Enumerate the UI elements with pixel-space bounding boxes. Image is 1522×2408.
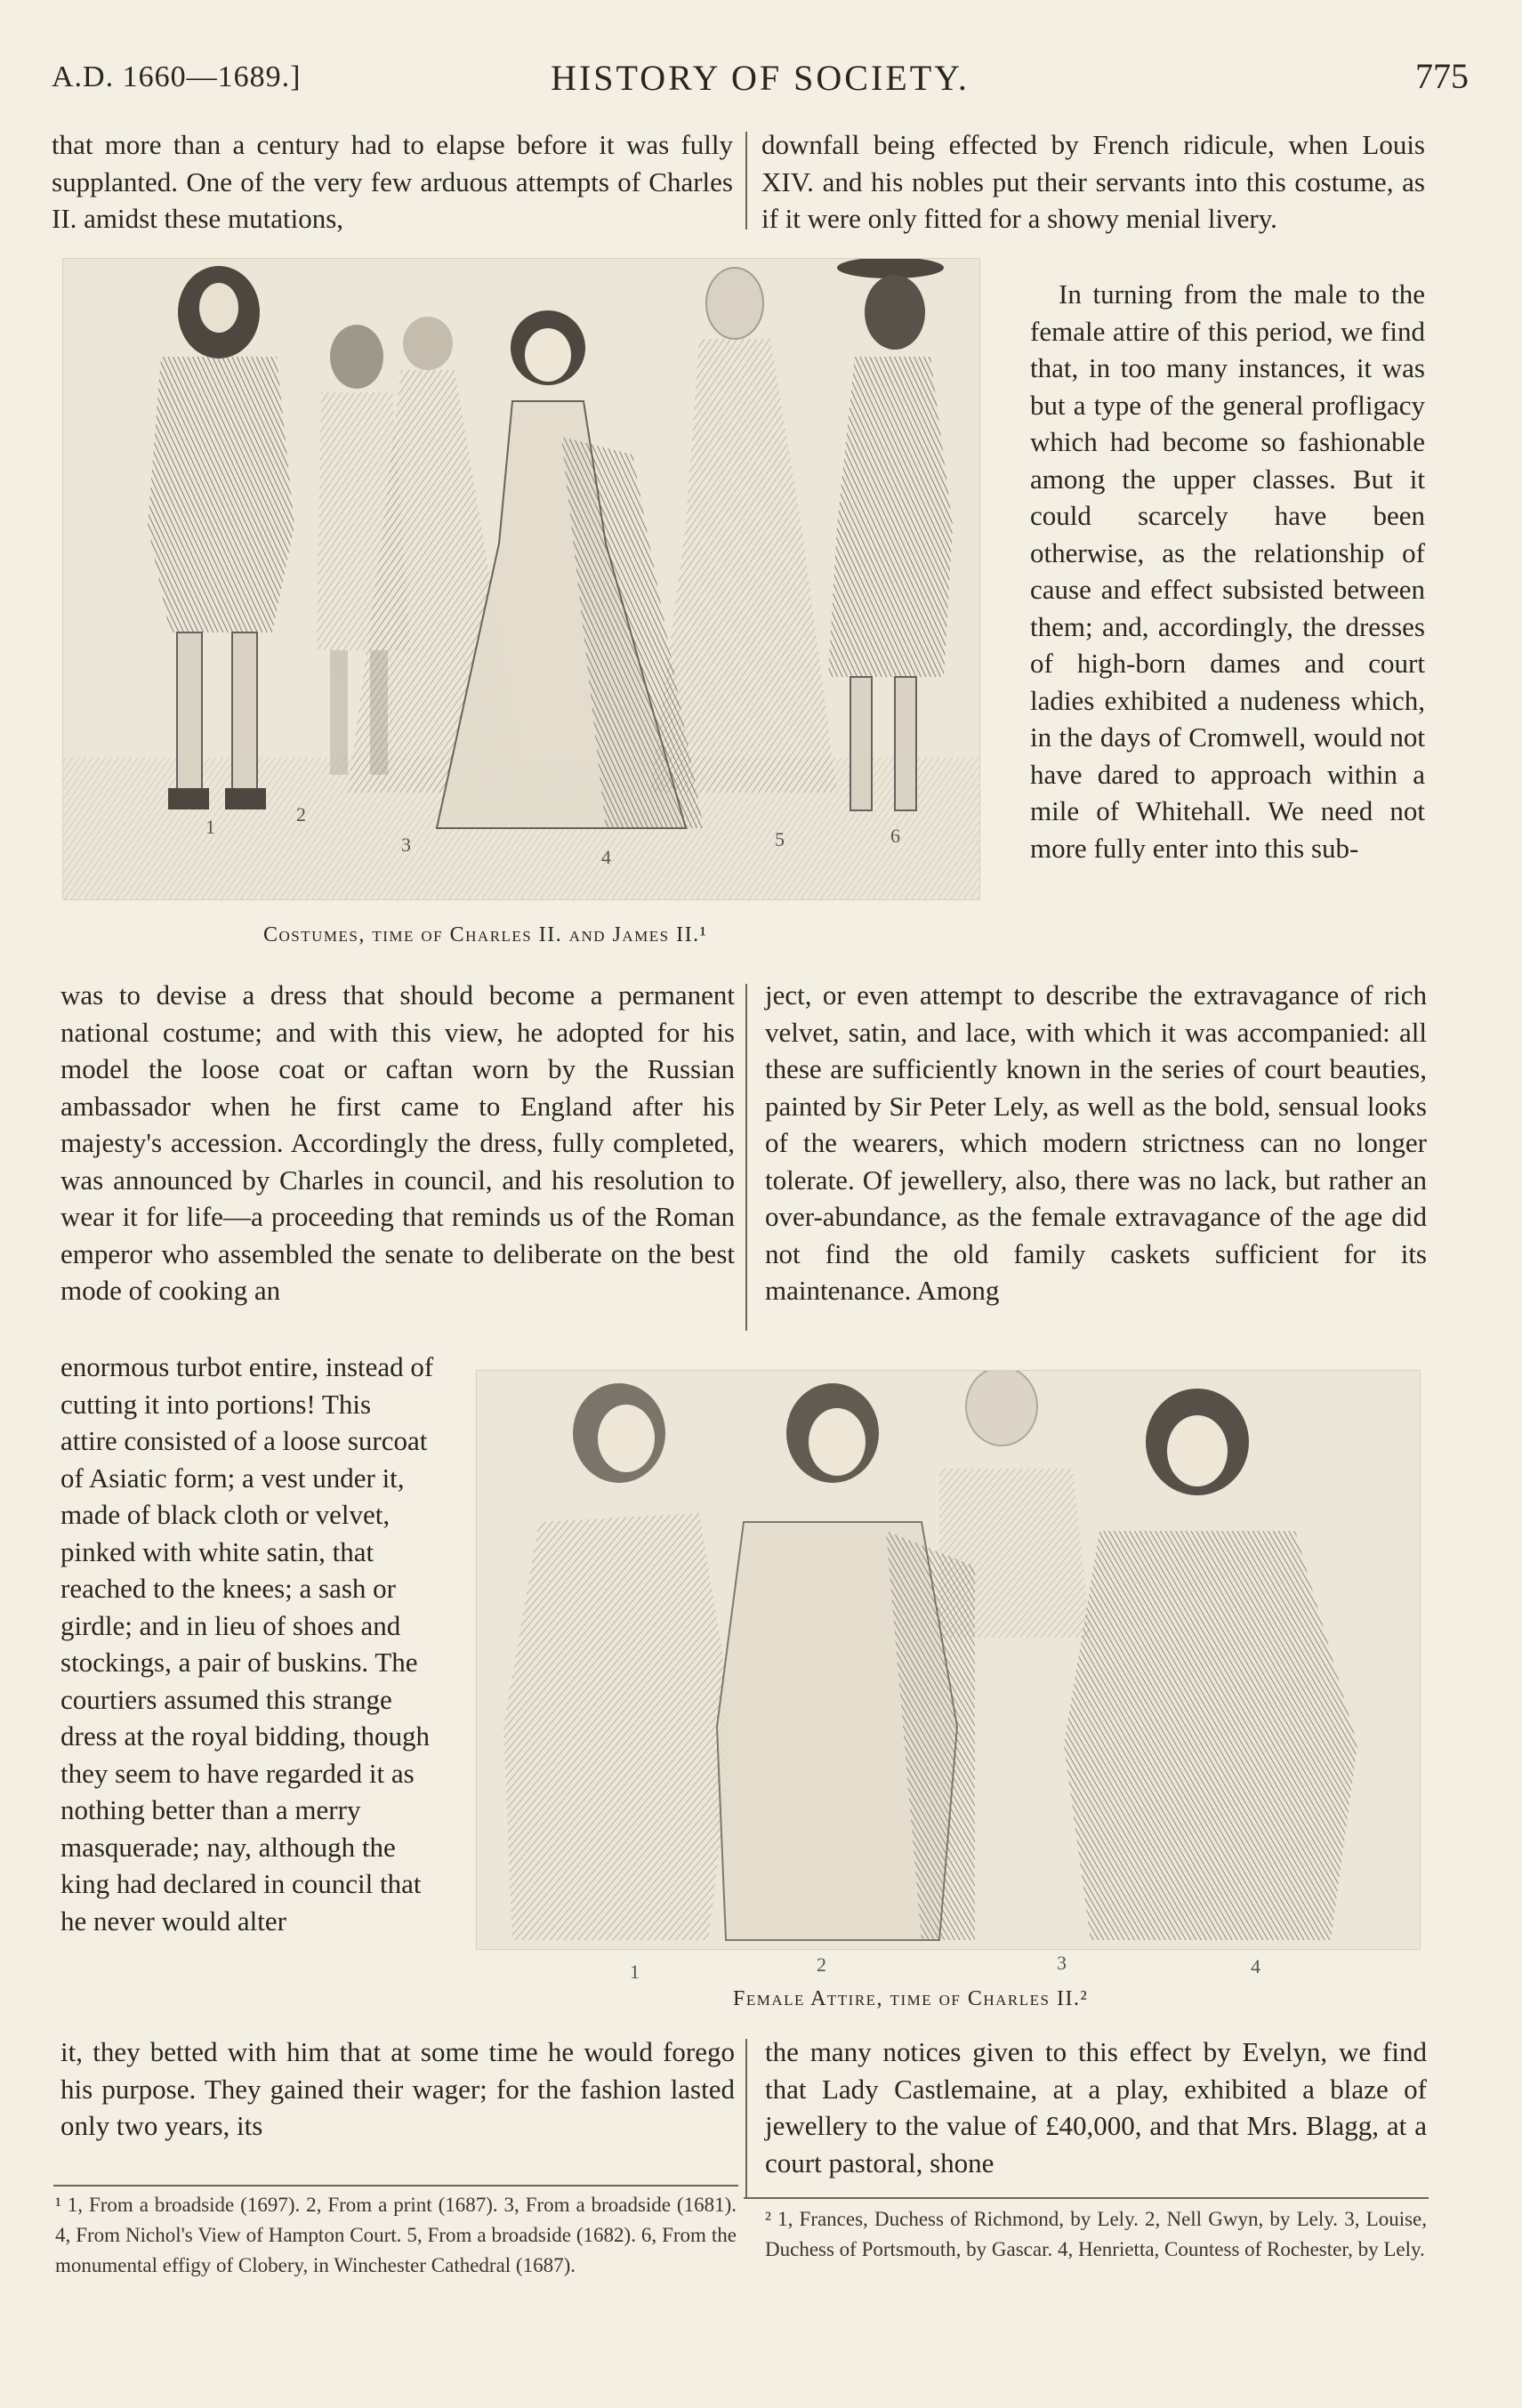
header-title: HISTORY OF SOCIETY.: [551, 58, 970, 98]
text-bottom-right: [765, 2034, 1427, 2181]
footnote-rule: [744, 2197, 1429, 2199]
figure-costumes-illustration: [62, 258, 980, 900]
footnote-text: ² 1, Frances, Duchess of Richmond, by Lely. 2, Nell Gwyn, by Lely. 3, Louise, Duchess of Portsmouth, by Gascar. 4, Henrietta, Countess of Rochester, by Lely.: [765, 2208, 1427, 2260]
paragraph: In turning from the male to the female attire of this period, we find that, in too many instances, it was but a type of the general profligacy which had become so fashionable among the upper classes. But it could scarcely have been otherwise, as the relationship of cause and effect subsisted between them; and, accordingly, the dresses of high-born dames and court ladies exhibited a nudeness which, in the days of Cromwell, would not have dared to approach within a mile of Whitehall. We need not more fully enter into this sub-: [1030, 278, 1425, 864]
figure-1-cavalier: [148, 266, 294, 809]
column-rule: [745, 984, 747, 1331]
figure-caption-female-attire: [733, 1987, 1088, 2011]
column-rule: [745, 2039, 747, 2199]
figure-number: 5: [775, 828, 785, 850]
portrait-1: [503, 1383, 735, 1940]
running-head: [52, 53, 1469, 107]
portrait-2: [717, 1383, 975, 1940]
portrait-3: [939, 1371, 1091, 1638]
figure-number: 4: [601, 846, 611, 868]
footnote-right: [765, 2204, 1427, 2265]
figure-5-lady: [650, 268, 837, 793]
page-number: 775: [1415, 56, 1469, 96]
figure-number: 3: [1057, 1952, 1067, 1974]
figure-number: 4: [1251, 1955, 1260, 1977]
figure-number: 6: [890, 825, 900, 847]
text-top-left: [52, 126, 733, 238]
figure-number: 3: [401, 834, 411, 856]
caption-text: Costumes, time of Charles II. and James II.¹: [263, 923, 708, 946]
text-narrow-left: [60, 1349, 434, 1939]
figure-6-gentleman: [828, 259, 953, 810]
paragraph: that more than a century had to elapse before it was fully supplanted. One of the very few arduous attempts of Charles II. amidst these mutations,: [52, 129, 733, 234]
figure-female-attire-illustration: [476, 1370, 1421, 1950]
text-mid-right: [765, 977, 1427, 1309]
text-side-right: [1030, 276, 1425, 866]
text-bottom-left: [60, 2034, 735, 2145]
figure-number: 1: [205, 816, 215, 838]
footnote-left: [55, 2190, 737, 2281]
costumes-engraving: [63, 259, 979, 899]
figure-number: 2: [817, 1953, 826, 1976]
column-rule: [745, 132, 747, 230]
figure-number: 1: [630, 1961, 640, 1983]
caption-text: Female Attire, time of Charles II.²: [733, 1987, 1089, 2010]
paragraph: downfall being effected by French ridicule, when Louis XIV. and his nobles put their servants into this costume, as if it were only fitted for a showy menial livery.: [761, 129, 1425, 234]
paragraph: it, they betted with him that at some time he would forego his purpose. They gained their wager; for the fashion lasted only two years, its: [60, 2036, 735, 2141]
footnote-text: ¹ 1, From a broadside (1697). 2, From a print (1687). 3, From a broadside (1681). 4, From Nichol's View of Hampton Court. 5, From a broadside (1682). 6, From the monumental effigy of Clobery, in Winchester Cathedral (1687).: [55, 2194, 737, 2276]
paragraph: the many notices given to this effect by Evelyn, we find that Lady Castlemaine, at a play, exhibited a blaze of jewellery to the value of £40,000, and that Mrs. Blagg, at a court pastoral, shone: [765, 2036, 1427, 2178]
portrait-4: [1064, 1389, 1357, 1940]
text-top-right: [761, 126, 1425, 238]
paragraph: enormous turbot entire, instead of cutting it into portions! This attire consisted of a loose surcoat of Asiatic form; a vest under it, made of black cloth or velvet, pinked with white satin, that reached to the knees; a sash or girdle; and in lieu of shoes and stockings, a pair of buskins. The courtiers assumed this strange dress at the royal bidding, though they seem to have regarded it as nothing better than a merry masquerade; nay, although the king had declared in council that he never would alter: [60, 1351, 434, 1937]
footnote-rule: [53, 2185, 738, 2187]
text-mid-left: [60, 977, 735, 1309]
female-attire-engraving: [477, 1371, 1420, 1949]
header-date-range: A.D. 1660—1689.]: [52, 60, 302, 93]
paragraph: ject, or even attempt to describe the extravagance of rich velvet, satin, and lace, with which it was accompanied: all these are sufficiently known in the series of court beauties, painted by Sir Peter Lely, as well as the bold, sensual looks of the wearers, which modern strictness can no longer tolerate. Of jewellery, also, there was no lack, but rather an over-abundance, as the female extravagance of the age did not find the old family caskets sufficient for its maintenance. Among: [765, 979, 1427, 1306]
figure-caption-costumes: [263, 923, 707, 947]
figure-number: 2: [296, 803, 306, 825]
paragraph: was to devise a dress that should become a permanent national costume; and with this view, he adopted for his model the loose coat or caftan worn by the Russian ambassador when he first came to England after his majesty's accession. Accordingly the dress, fully completed, was announced by Charles in council, and his resolution to wear it for life—a proceeding that reminds us of the Roman emperor who assembled the senate to deliberate on the best mode of cooking an: [60, 979, 735, 1306]
